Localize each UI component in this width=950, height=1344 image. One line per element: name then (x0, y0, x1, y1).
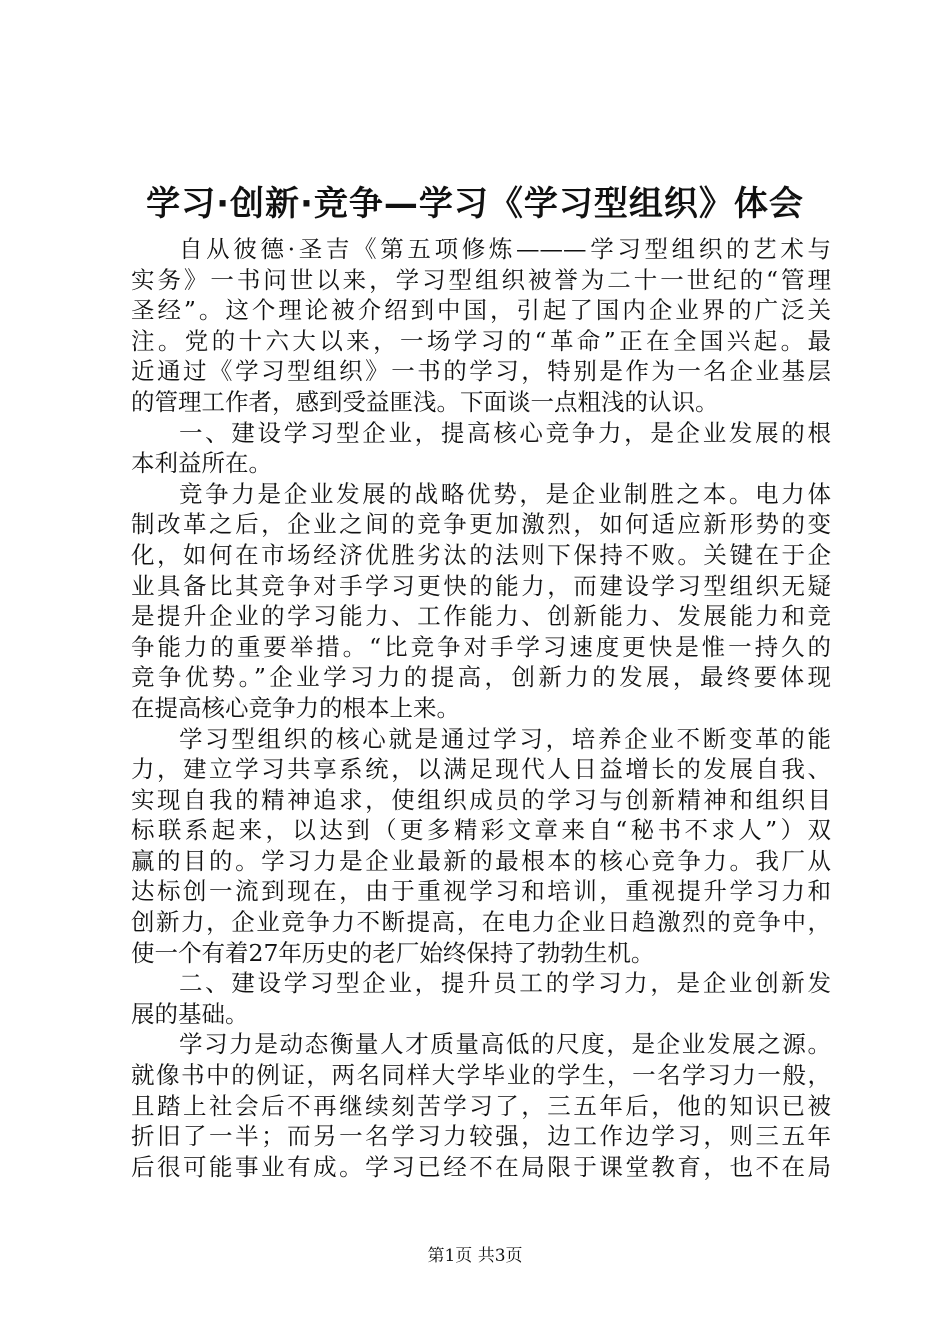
text-line: 制改革之后，企业之间的竞争更加激烈，如何适应新形势的变 (131, 510, 831, 539)
text-line: 注。党的十六大以来，一场学习的“革命”正在全国兴起。最 (131, 326, 831, 355)
text-line: 化，如何在市场经济优胜劣汰的法则下保持不败。关键在于企 (131, 540, 831, 569)
text-line: 争能力的重要举措。“比竞争对手学习速度更快是惟一持久的 (131, 632, 831, 661)
text-line: 圣经”。这个理论被介绍到中国，引起了国内企业界的广泛关 (131, 296, 831, 325)
text-line: 学习型组织的核心就是通过学习，培养企业不断变革的能 (179, 724, 831, 753)
text-line: 折旧了一半；而另一名学习力较强，边工作边学习，则三五年 (131, 1122, 831, 1151)
text-line: 达标创一流到现在，由于重视学习和培训，重视提升学习力和 (131, 877, 831, 906)
page-footer: 第1页 共3页 (427, 1246, 523, 1266)
text-line: 实务》一书问世以来，学习型组织被誉为二十一世纪的“管理 (131, 265, 831, 294)
text-line: 近通过《学习型组织》一书的学习，特别是作为一名企业基层 (131, 357, 831, 386)
text-line: 在提高核心竞争力的根本上来。 (131, 693, 460, 722)
text-line: 使一个有着27年历史的老厂始终保持了勃勃生机。 (131, 938, 655, 967)
text-line: 二、建设学习型企业，提升员工的学习力，是企业创新发 (179, 969, 831, 998)
text-line: 学习力是动态衡量人才质量高低的尺度，是企业发展之源。 (179, 1030, 831, 1059)
text-line: 竞争优势。”企业学习力的提高，创新力的发展，最终要体现 (131, 663, 831, 692)
text-line: 赢的目的。学习力是企业最新的最根本的核心竞争力。我厂从 (131, 846, 831, 875)
text-line: 后很可能事业有成。学习已经不在局限于课堂教育，也不在局 (131, 1152, 831, 1181)
text-line: 本利益所在。 (131, 449, 272, 478)
text-line: 力，建立学习共享系统，以满足现代人日益增长的发展自我、 (131, 755, 831, 784)
text-line: 且踏上社会后不再继续刻苦学习了，三五年后，他的知识已被 (131, 1091, 831, 1120)
text-line: 实现自我的精神追求，使组织成员的学习与创新精神和组织目 (131, 785, 831, 814)
text-line: 创新力，企业竞争力不断提高，在电力企业日趋激烈的竞争中， (131, 908, 831, 937)
text-line: 展的基础。 (131, 999, 249, 1028)
text-line: 竞争力是企业发展的战略优势，是企业制胜之本。电力体 (179, 479, 831, 508)
document-body (131, 234, 831, 1182)
text-line: 一、建设学习型企业，提高核心竞争力，是企业发展的根 (179, 418, 831, 447)
text-line: 标联系起来，以达到（更多精彩文章来自“秘书不求人”）双 (131, 816, 831, 845)
text-line: 就像书中的例证，两名同样大学毕业的学生，一名学习力一般， (131, 1061, 831, 1090)
text-line: 的管理工作者，感到受益匪浅。下面谈一点粗浅的认识。 (131, 387, 719, 416)
text-line: 业具备比其竞争对手学习更快的能力，而建设学习型组织无疑 (131, 571, 831, 600)
text-line: 自从彼德·圣吉《第五项修炼———学习型组织的艺术与 (179, 235, 831, 263)
text-line: 是提升企业的学习能力、工作能力、创新能力、发展能力和竞 (131, 602, 831, 631)
document-title: 学习·创新·竞争—学习《学习型组织》体会 (146, 184, 804, 224)
